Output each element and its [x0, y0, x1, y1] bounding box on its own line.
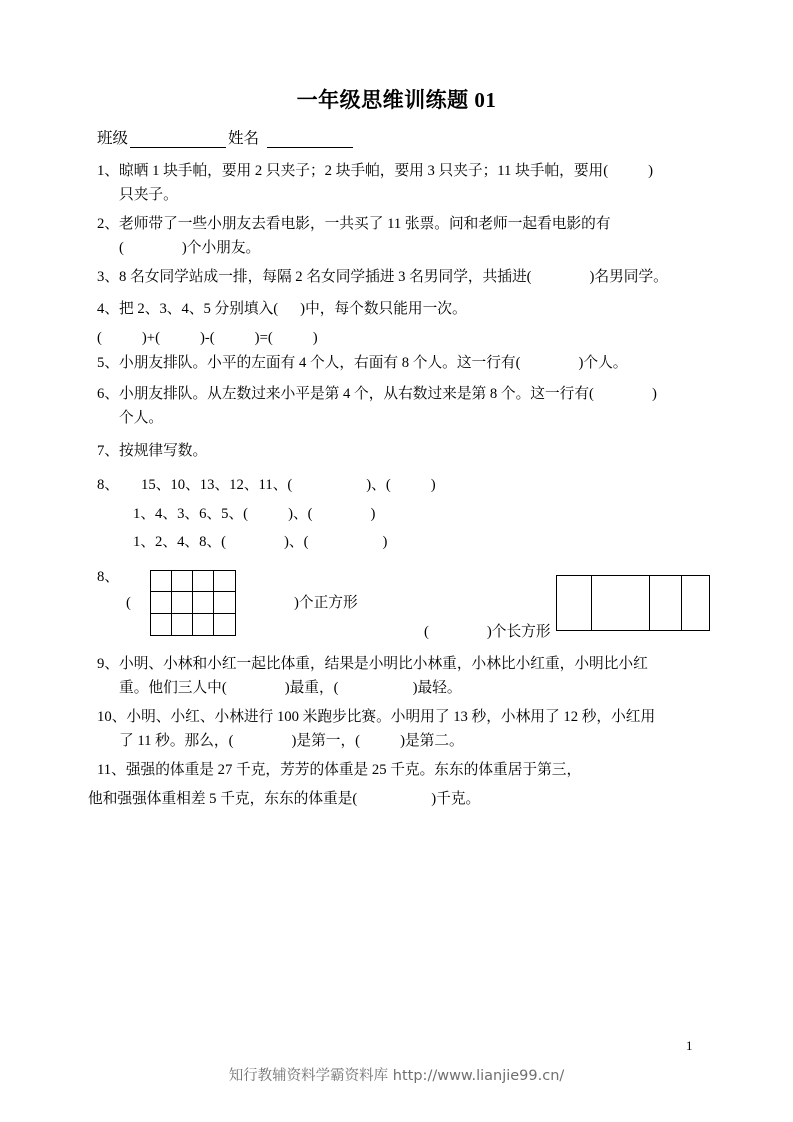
question-1 [97, 160, 653, 208]
square-count-answer [126, 592, 131, 616]
sequence-2-end: ) [370, 505, 376, 522]
question-3-text: 8 名女同学站成一排，每隔 2 名女同学插进 3 名男同学，共插进( [119, 269, 532, 285]
grid-cell [214, 571, 235, 592]
square-answer-paren-open: ( [126, 595, 131, 611]
question-6-number: 6、 [97, 386, 120, 402]
grid-cell [172, 592, 193, 613]
question-10-number: 10、 [97, 709, 127, 725]
rect-answer-paren-open: ( [424, 624, 429, 640]
grid-cell [151, 614, 172, 635]
question-3-number: 3、 [97, 269, 120, 285]
student-info-line [97, 126, 355, 148]
grid-cell [193, 571, 214, 592]
equation-paren-5: ) [312, 330, 318, 346]
question-10-text-end: )是第二。 [400, 732, 464, 749]
question-9 [97, 653, 648, 701]
square-counting-figure [150, 570, 236, 636]
grid-cell [193, 592, 214, 613]
square-count-label [294, 592, 358, 616]
question-11 [97, 759, 581, 783]
sequence-2-sep: )、( [288, 505, 313, 522]
question-5 [97, 352, 627, 376]
question-9-text-cont: 重。他们三人中( [119, 679, 227, 696]
rect-section [650, 576, 682, 630]
question-5-text: 小朋友排队。小平的左面有 4 个人，右面有 8 个人。这一行有( [119, 355, 521, 371]
rect-section [592, 576, 650, 630]
question-10 [97, 706, 655, 754]
question-2-text-cont: )个小朋友。 [181, 239, 261, 256]
rect-count-answer [424, 621, 551, 645]
grid-cell [151, 571, 172, 592]
question-3 [97, 266, 668, 290]
question-1-paren-close: ) [648, 163, 653, 179]
grid-cell [151, 592, 172, 613]
question-7-number: 7、 [97, 443, 120, 459]
grid-cell [214, 614, 235, 635]
question-8b-number-row [97, 566, 119, 590]
rectangle-counting-figure [556, 575, 710, 631]
equation-paren-1: ( [97, 330, 102, 346]
question-9-sep: )最重，( [284, 679, 339, 696]
question-11-text-end: )千克。 [431, 791, 481, 807]
page-title: 一年级思维训练题 01 [296, 88, 497, 112]
grid-cell [193, 614, 214, 635]
question-5-text-end: )个人。 [578, 355, 628, 371]
question-9-text: 小明、小林和小红一起比体重，结果是小明比小林重，小林比小红重，小明比小红 [119, 656, 648, 672]
footer-watermark: 知行教辅资料学霸资料库 http://www.lianjie99.cn/ [228, 1068, 565, 1084]
question-4-text: 把 2、3、4、5 分别填入( [119, 301, 279, 317]
question-4-text-end: )中，每个数只能用一次。 [300, 301, 467, 317]
question-2-paren-open: ( [119, 239, 124, 256]
question-4 [97, 298, 467, 322]
sequence-3-text: 1、2、4、8、( [133, 534, 227, 551]
class-blank-field[interactable] [130, 133, 226, 148]
sequence-2-text: 1、4、3、6、5、( [133, 505, 249, 522]
rect-section [682, 576, 709, 630]
question-9-text-end: )最轻。 [412, 679, 462, 696]
question-7 [97, 440, 207, 464]
question-6-text: 小朋友排队。从左数过来小平是第 4 个，从右数过来是第 8 个。这一行有( [119, 386, 594, 402]
question-11-text: 强强的体重是 27 千克，芳芳的体重是 25 千克。东东的体重居于第三， [125, 762, 582, 778]
sequence-1-text: 15、10、13、12、11、( [141, 477, 293, 493]
square-answer-text: )个正方形 [294, 595, 358, 611]
question-6-text-cont: 个人。 [119, 409, 164, 426]
question-2 [97, 213, 611, 261]
question-10-text-cont: 了 11 秒。那么，( [119, 732, 234, 749]
question-7-text: 按规律写数。 [119, 443, 208, 459]
grid-cell [172, 614, 193, 635]
class-label: 班级 [97, 130, 129, 147]
question-8-sequences [97, 471, 436, 557]
rect-section [557, 576, 592, 630]
question-11-text-cont: 他和强强体重相差 5 千克，东东的体重是( [88, 791, 358, 807]
question-1-text: 晾晒 1 块手帕，要用 2 只夹子；2 块手帕，要用 3 只夹子；11 块手帕，要用( [119, 163, 609, 179]
name-label: 姓名 [228, 130, 260, 147]
grid-cell [214, 592, 235, 613]
question-1-text-cont: 只夹子。 [119, 186, 178, 203]
question-4-equation [97, 327, 318, 351]
question-10-sep: )是第一，( [291, 732, 361, 749]
question-2-text: 老师带了一些小朋友去看电影，一共买了 11 张票。问和老师一起看电影的有 [119, 216, 611, 232]
question-6-paren-close: ) [651, 386, 657, 402]
equation-paren-4: )=( [254, 330, 273, 346]
question-6 [97, 383, 657, 431]
question-4-number: 4、 [97, 301, 120, 317]
name-blank-field[interactable] [267, 133, 353, 148]
question-11-line2 [88, 788, 480, 812]
equation-paren-2: )+( [141, 330, 160, 346]
sequence-1-sep: )、( [366, 477, 391, 493]
question-5-number: 5、 [97, 355, 120, 371]
sequence-3-sep: )、( [284, 534, 309, 551]
question-8-number: 8、 [97, 477, 120, 493]
equation-paren-3: )-( [199, 330, 215, 346]
sequence-3-end: ) [382, 534, 388, 551]
question-10-text: 小明、小红、小林进行 100 米跑步比赛。小明用了 13 秒，小林用了 12 秒，小红用 [126, 709, 656, 725]
question-11-number: 11、 [97, 762, 126, 778]
question-8b-number: 8、 [97, 569, 120, 585]
question-3-text-end: )名男同学。 [589, 269, 668, 285]
question-9-number: 9、 [97, 656, 120, 672]
page-number: 1 [686, 1038, 693, 1053]
grid-cell [172, 571, 193, 592]
sequence-1-end: ) [430, 477, 436, 493]
question-1-number: 1、 [97, 163, 120, 179]
rect-answer-text: )个长方形 [486, 624, 551, 640]
question-2-number: 2、 [97, 216, 120, 232]
